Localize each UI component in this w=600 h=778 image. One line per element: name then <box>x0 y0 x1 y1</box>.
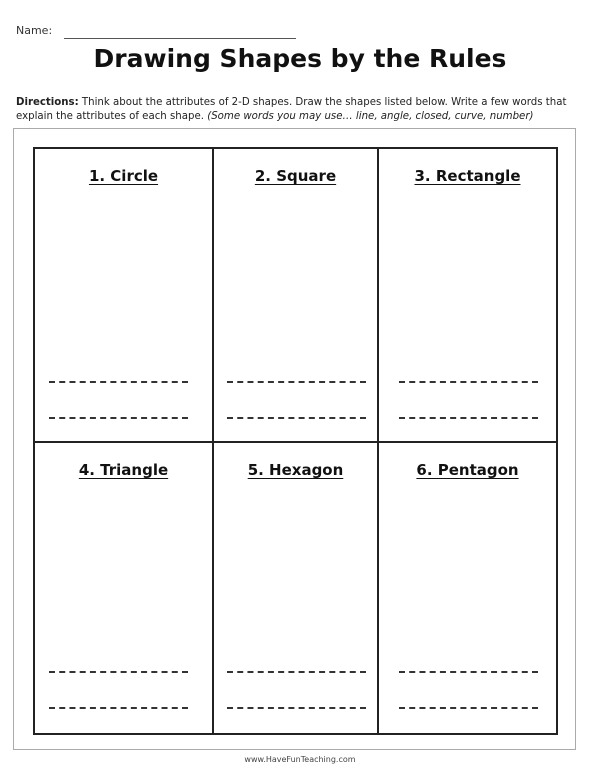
directions-hint: (Some words you may use… line, angle, closed, curve, number) <box>207 111 534 122</box>
writing-line[interactable] <box>399 671 538 673</box>
footer-url: www.HaveFunTeaching.com <box>244 755 356 764</box>
page-title: Drawing Shapes by the Rules <box>93 44 507 73</box>
writing-line[interactable] <box>227 381 366 383</box>
cell-title: 3. Rectangle <box>414 167 521 185</box>
writing-line[interactable] <box>399 417 538 419</box>
directions-text: Think about the attributes of 2-D shapes. Draw the shapes listed below. Write a few words that explain the attributes of each shape. <box>16 97 567 122</box>
cell-circle <box>35 149 212 441</box>
directions-label: Directions: <box>16 97 79 108</box>
cell-title: 2. Square <box>254 167 337 185</box>
writing-line[interactable] <box>49 671 188 673</box>
cell-triangle <box>35 443 212 733</box>
writing-line[interactable] <box>227 417 366 419</box>
writing-line[interactable] <box>227 707 366 709</box>
writing-line[interactable] <box>399 381 538 383</box>
cell-title: 4. Triangle <box>78 461 169 479</box>
directions <box>16 96 586 124</box>
writing-line[interactable] <box>49 707 188 709</box>
name-field-line[interactable] <box>64 38 296 39</box>
cell-square <box>214 149 377 441</box>
cell-title: 5. Hexagon <box>247 461 344 479</box>
writing-line[interactable] <box>49 381 188 383</box>
cell-title: 1. Circle <box>88 167 159 185</box>
writing-line[interactable] <box>399 707 538 709</box>
cell-rectangle <box>379 149 556 441</box>
shapes-grid <box>33 147 558 735</box>
cell-pentagon <box>379 443 556 733</box>
name-label: Name: <box>16 24 53 37</box>
writing-line[interactable] <box>227 671 366 673</box>
writing-line[interactable] <box>49 417 188 419</box>
cell-hexagon <box>214 443 377 733</box>
cell-title: 6. Pentagon <box>416 461 519 479</box>
